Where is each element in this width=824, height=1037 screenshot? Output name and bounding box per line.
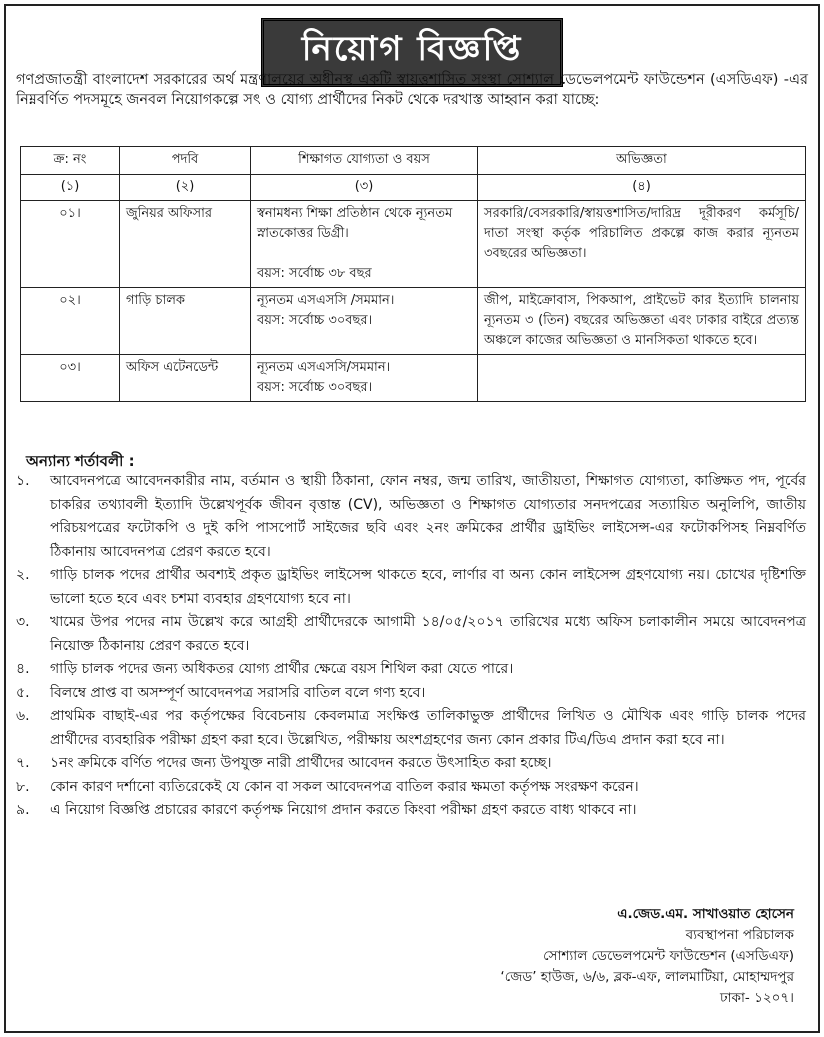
intro-paragraph: গণপ্রজাতন্ত্রী বাংলাদেশ সরকারের অর্থ মন্ত্রণালয়ের অধীনস্থ একটি স্বায়ত্তশাসিত সংস্থা সোশ্যাল ডেভেলপমেন্ট ফাউন্ডেশন (এসডিএফ) -এর নিম্নবর্ণিত পদসমূহে জনবল নিয়োগকল্পে সৎ ও যোগ্য প্রার্থীদের নিকট থেকে দরখাস্ত আহ্বান করা যাচ্ছে:	[16, 72, 808, 108]
conditions-heading: অন্যান্য শর্তাবলী :	[26, 452, 135, 470]
condition-number: ৬.	[16, 708, 30, 724]
condition-number: ৪.	[16, 661, 30, 677]
condition-number: ২.	[16, 567, 30, 583]
row-serial: ০১।	[21, 201, 120, 288]
condition-number: ৭.	[16, 755, 30, 771]
column-number: (৩)	[251, 175, 478, 201]
row-qualification: ন্যূনতম এসএসসি /সমমান।	[257, 293, 395, 308]
row-qualification-cell	[251, 355, 478, 402]
condition-text: গাড়ি চালক পদের জন্য অধিকতর যোগ্য প্রার্থীর ক্ষেত্রে বয়স শিথিল করা যেতে পারে।	[50, 661, 514, 677]
spacer	[257, 244, 471, 264]
list-item	[16, 682, 806, 706]
list-item	[16, 470, 806, 564]
list-item	[16, 564, 806, 611]
condition-text: আবেদনপত্রে আবেদনকারীর নাম, বর্তমান ও স্থায়ী ঠিকানা, ফোন নম্বর, জন্ম তারিখ, জাতীয়তা, শিক্ষাগত যোগ্যতা, কাঙ্ক্ষিত পদ, পূর্বের চাকরির তথ্যাবলী ইত্যাদি উল্লেখপূর্বক জীবন বৃত্তান্ত (CV), অভিজ্ঞতা ও শিক্ষাগত যোগ্যতার সনদপত্রের সত্যায়িত অনুলিপি, জাতীয় পরিচয়পত্রের ফটোকপি ও দুই কপি পাসপোর্ট সাইজের ছবি এবং ২নং ক্রমিকের প্রার্থীর ড্রাইভিং লাইসেন্স-এর ফটোকপিসহ নিম্নবর্ণিত ঠিকানায় আবেদনপত্র প্রেরণ করতে হবে।	[50, 473, 806, 560]
row-post: গাড়ি চালক	[120, 288, 251, 355]
row-age: বয়স: সর্বোচ্চ ৩০বছর।	[257, 313, 373, 328]
condition-number: ১.	[16, 473, 30, 489]
organization-address: ‘জেড’ হাউজ, ৬/৬, ব্লক-এফ, লালমাটিয়া, মোহাম্মদপুর	[500, 969, 794, 985]
condition-text: কোন কারণ দর্শানো ব্যতিরেকেই যে কোন বা সকল আবেদনপত্র বাতিল করার ক্ষমতা কর্তৃপক্ষ সংরক্ষণ করেন।	[50, 778, 639, 795]
table-row	[21, 355, 806, 402]
condition-text: বিলম্বে প্রাপ্ত বা অসম্পূর্ণ আবেদনপত্র সরাসরি বাতিল বলে গণ্য হবে।	[50, 684, 426, 701]
list-item	[16, 776, 806, 800]
row-qualification: ন্যূনতম এসএসসি/সমমান।	[257, 360, 391, 375]
condition-text: গাড়ি চালক পদের প্রার্থীর অবশ্যই প্রকৃত ড্রাইভিং লাইসেন্স থাকতে হবে, লার্ণার বা অন্য কোন লাইসেন্স গ্রহণযোগ্য নয়। চোখের দৃষ্টিশক্তি ভালো হতে হবে এবং চশমা ব্যবহার গ্রহণযোগ্য হবে না।	[50, 567, 806, 607]
row-experience: সরকারি/বেসরকারি/স্বায়ত্তশাসিত/দারিদ্র দূরীকরণ কর্মসূচি/ দাতা সংস্থা কর্তৃক পরিচালিত প্রকল্পে কাজ করার ন্যূনতম ৩বছরের অভিজ্ঞতা।	[478, 201, 806, 288]
row-experience	[478, 355, 806, 402]
signatory-designation: ব্যবস্থাপনা পরিচালক	[685, 927, 794, 943]
row-experience: জীপ, মাইক্রোবাস, পিকআপ, প্রাইভেট কার ইত্যাদি চালনায় ন্যূনতম ৩ (তিন) বছরের অভিজ্ঞতা এবং ঢাকার বাইরে প্রত্যন্ত অঞ্চলে কাজের অভিজ্ঞতা ও মানসিকতা থাকতে হবে।	[478, 288, 806, 355]
condition-number: ৮.	[16, 778, 30, 795]
header-serial: ক্র: নং	[21, 147, 120, 175]
condition-number: ৩.	[16, 614, 30, 630]
organization-name: সোশ্যাল ডেভেলপমেন্ট ফাউন্ডেশন (এসডিএফ)	[543, 948, 794, 964]
condition-number: ৫.	[16, 684, 30, 701]
table-header-row	[21, 147, 806, 175]
column-number: (২)	[120, 175, 251, 201]
row-serial: ০৩।	[21, 355, 120, 402]
list-item	[16, 658, 806, 682]
row-serial: ০২।	[21, 288, 120, 355]
condition-text: প্রাথমিক বাছাই-এর পর কর্তৃপক্ষের বিবেচনায় কেবলমাত্র সংক্ষিপ্ত তালিকাভুক্ত প্রার্থীদের লিখিত ও মৌখিক এবং গাড়ি চালক পদের প্রার্থীদের ব্যবহারিক পরীক্ষা গ্রহণ করা হবে। উল্লেখিত, পরীক্ষায় অংশগ্রহণের জন্য কোন প্রকার টিএ/ডিএ প্রদান করা হবে না।	[50, 708, 806, 748]
condition-text: খামের উপর পদের নাম উল্লেখ করে আগ্রহী প্রার্থীদেরকে আগামী ১৪/০৫/২০১৭ তারিখের মধ্যে অফিস চলাকালীন সময়ে আবেদনপত্র নিয়োক্ত ঠিকানায় প্রেরণ করতে হবে।	[50, 614, 806, 654]
signatory-name: এ.জেড.এম. সাখাওয়াত হোসেন	[617, 906, 794, 922]
table-row	[21, 288, 806, 355]
signature-block	[374, 904, 794, 1009]
condition-text: এ নিয়োগ বিজ্ঞপ্তি প্রচারের কারণে কর্তৃপক্ষ নিয়োগ প্রদান করতে কিংবা পরীক্ষা গ্রহণ করতে বাধ্য থাকবে না।	[50, 802, 637, 818]
condition-number: ৯.	[16, 802, 30, 818]
table-column-number-row	[21, 175, 806, 201]
column-number: (৪)	[478, 175, 806, 201]
header-experience: অভিজ্ঞতা	[478, 147, 806, 175]
organization-city: ঢাকা- ১২০৭।	[720, 990, 794, 1006]
row-age: বয়স: সর্বোচ্চ ৩০বছর।	[257, 380, 373, 395]
posts-table	[20, 146, 806, 402]
row-qualification: স্বনামধন্য শিক্ষা প্রতিষ্ঠান থেকে ন্যূনতম স্নাতকোত্তর ডিগ্রী।	[257, 206, 453, 241]
table-row	[21, 201, 806, 288]
row-qualification-cell	[251, 201, 478, 288]
row-qualification-cell	[251, 288, 478, 355]
list-item	[16, 752, 806, 776]
list-item	[16, 705, 806, 752]
list-item	[16, 799, 806, 823]
condition-text: ১নং ক্রমিকে বর্ণিত পদের জন্য উপযুক্ত নারী প্রার্থীদের আবেদন করতে উৎসাহিত করা হচ্ছে।	[50, 755, 552, 771]
row-post: জুনিয়র অফিসার	[120, 201, 251, 288]
conditions-list	[16, 470, 806, 823]
header-post: পদবি	[120, 147, 251, 175]
list-item	[16, 611, 806, 658]
column-number: (১)	[21, 175, 120, 201]
row-post: অফিস এটেনডেন্ট	[120, 355, 251, 402]
header-qualification: শিক্ষাগত যোগ্যতা ও বয়স	[251, 147, 478, 175]
notice-title: নিয়োগ বিজ্ঞপ্তি	[261, 18, 564, 87]
row-age: বয়স: সর্বোচ্চ ৩৮ বছর	[257, 266, 372, 281]
